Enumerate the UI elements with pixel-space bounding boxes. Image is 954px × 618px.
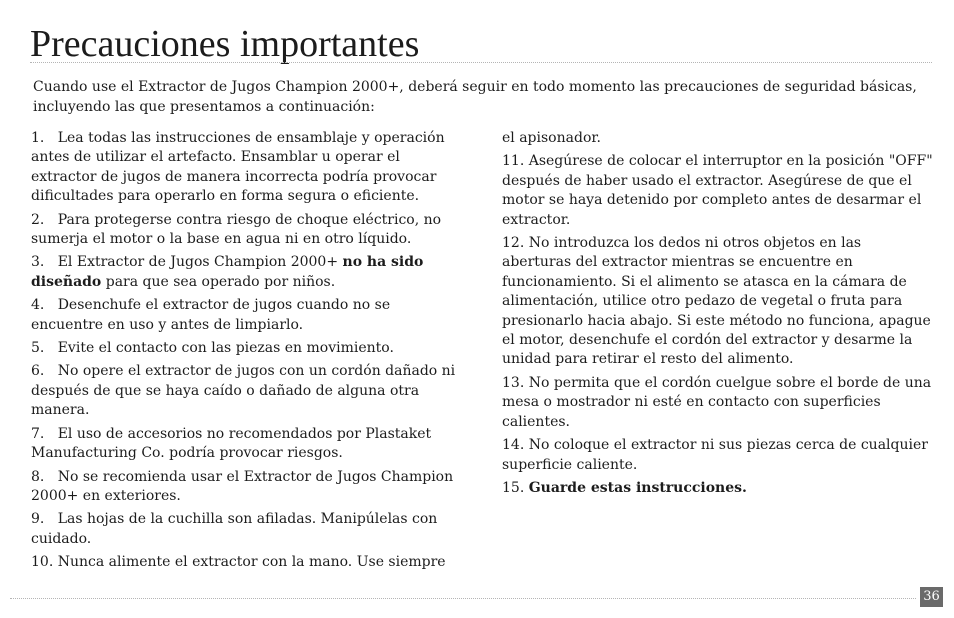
list-item: 11. Asegúrese de colocar el interruptor en la posición "OFF" después de haber usado el extractor. Asegúrese de que el motor se haya detenido por completo antes de desarmar el extractor.	[502, 153, 933, 228]
title-divider	[30, 62, 932, 63]
list-item: 7. El uso de accesorios no recomendados por Plastaket Manufacturing Co. podría provocar riesgos.	[31, 425, 432, 462]
intro-paragraph: Cuando use el Extractor de Jugos Champion 2000+, deberá seguir en todo momento las precauciones de seguridad básicas, incluyendo las que presentamos a continuación:	[33, 79, 917, 115]
list-item: 5. Evite el contacto con las piezas en movimiento.	[31, 340, 394, 357]
list-item	[502, 479, 934, 498]
list-item: 6. No opere el extractor de jugos con un cordón dañado ni después de que se haya caído o dañado de alguna otra manera.	[31, 363, 456, 419]
footer-divider	[10, 598, 916, 599]
page-title: Precauciones importantes	[30, 23, 420, 65]
left-column	[31, 129, 463, 577]
list-item: 12. No introduzca los dedos ni otros objetos en las aberturas del extractor mientras se encuentre en funcionamiento. Si el alimento se atasca en la cámara de alimentación, utilice otro pedazo de vegetal o fruta para presionarlo hacia abajo. Si este método no funciona, apague el motor, desenchufe el cordón del extractor y desarme la unidad para retirar el resto del alimento.	[502, 235, 931, 368]
right-column	[502, 129, 934, 502]
item-emphasis: no ha sido diseñado	[31, 254, 424, 290]
list-item	[31, 253, 463, 292]
list-item: 10. Nunca alimente el extractor con la mano. Use siempre	[31, 554, 446, 571]
page-number: 36	[920, 587, 943, 607]
list-item: 2. Para protegerse contra riesgo de choque eléctrico, no sumerja el motor o la base en agua ni en otro líquido.	[31, 211, 442, 248]
item-text: para que sea operado por niños.	[101, 273, 336, 290]
list-item: 13. No permita que el cordón cuelgue sobre el borde de una mesa o mostrador ni esté en contacto con superficies calientes.	[502, 374, 932, 430]
list-item: 4. Desenchufe el extractor de jugos cuando no se encuentre en uso y antes de limpiarlo.	[31, 297, 391, 333]
list-item: 14. No coloque el extractor ni sus piezas cerca de cualquier superficie caliente.	[502, 437, 928, 473]
item-text: 15.	[502, 479, 529, 496]
list-item: 1. Lea todas las instrucciones de ensamblaje y operación antes de utilizar el artefacto. Ensamblar u operar el extractor de jugos de manera incorrecta podría provocar dificultades para operarlo en forma segura o eficiente.	[31, 130, 445, 205]
list-item: 8. No se recomienda usar el Extractor de Jugos Champion 2000+ en exteriores.	[31, 468, 454, 504]
item-emphasis: Guarde estas instrucciones.	[528, 479, 747, 496]
item-text: 3. El Extractor de Jugos Champion 2000+	[31, 254, 343, 271]
list-item-continuation: el apisonador.	[502, 130, 601, 146]
list-item: 9. Las hojas de la cuchilla son afiladas. Manipúlelas con cuidado.	[31, 511, 438, 547]
